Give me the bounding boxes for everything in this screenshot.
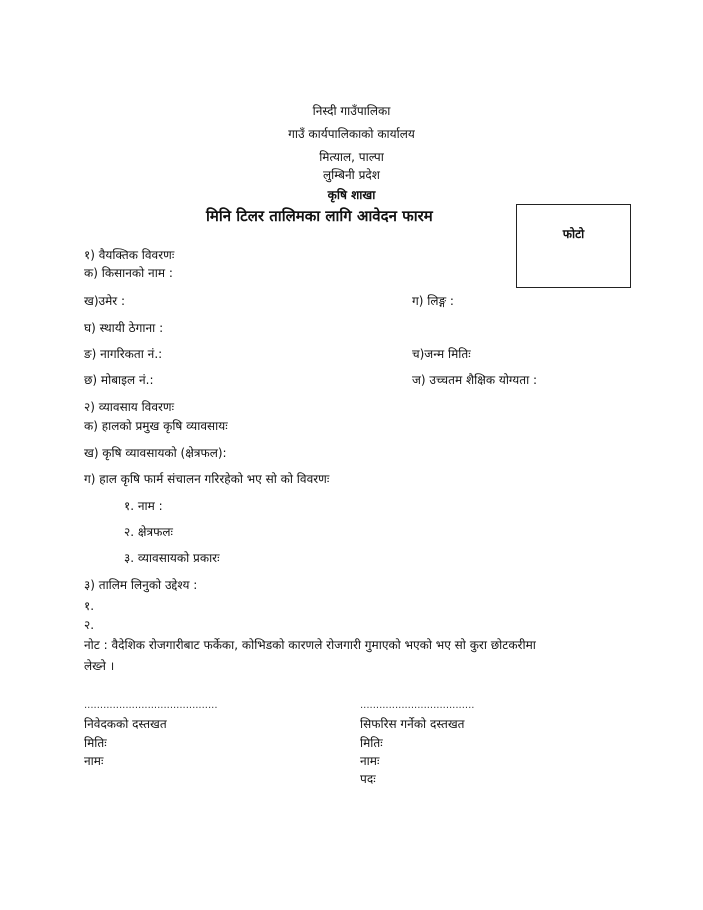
applicant-name-label: नामः xyxy=(84,754,104,768)
office-province: लुम्बिनी प्रदेश xyxy=(323,168,380,182)
farm-area-label: २. क्षेत्रफलः xyxy=(124,525,173,539)
recommender-date-label: मितिः xyxy=(360,736,383,750)
area-label: ख) कृषि व्यावसायको (क्षेत्रफल): xyxy=(84,446,227,460)
age-label: ख)उमेर : xyxy=(84,294,126,308)
recommender-post-label: पदः xyxy=(360,772,376,786)
photo-label: फोटो xyxy=(562,227,585,241)
applicant-signature-line: .......................................... xyxy=(84,700,218,711)
main-business-label: क) हालको प्रमुख कृषि व्यावसायः xyxy=(84,419,228,433)
mobile-label: छ) मोबाइल नं.: xyxy=(84,373,154,387)
office-address: मित्याल, पाल्पा xyxy=(319,150,384,164)
recommender-name-label: नामः xyxy=(360,754,380,768)
note-line-1: नोट : वैदेशिक रोजगारीबाट फर्केका, कोभिडको कारणले रोजगारी गुमाएको भएको भए सो कुरा छोटकरीमा xyxy=(84,638,536,652)
photo-box xyxy=(516,204,631,288)
farm-details-label: ग) हाल कृषि फार्म संचालन गरिरहेको भए सो को विवरणः xyxy=(84,472,330,486)
purpose-item-2: २. xyxy=(84,618,95,632)
farmer-name-label: क) किसानको नाम : xyxy=(84,266,173,280)
dob-label: च)जन्म मितिः xyxy=(412,347,471,361)
form-title: मिनि टिलर तालिमका लागि आवेदन फारम xyxy=(206,207,433,225)
farm-type-label: ३. व्यावसायको प्रकारः xyxy=(124,551,220,565)
recommender-signature-label: सिफरिस गर्नेको दस्तखत xyxy=(360,717,465,731)
applicant-signature-label: निवेदकको दस्तखत xyxy=(84,717,167,731)
section1-heading: १) वैयक्तिक विवरणः xyxy=(84,248,175,262)
applicant-date-label: मितिः xyxy=(84,736,107,750)
address-label: घ) स्थायी ठेगाना : xyxy=(84,321,164,335)
purpose-item-1: १. xyxy=(84,599,95,613)
office-name: निस्दी गाउँपालिका xyxy=(312,104,391,118)
farm-name-label: १. नाम : xyxy=(124,499,163,513)
section2-heading: २) व्यावसाय विवरणः xyxy=(84,400,175,414)
citizenship-label: ङ) नागरिकता नं.: xyxy=(84,347,163,361)
note-line-2: लेख्ने । xyxy=(84,659,115,673)
office-subtitle: गाउँ कार्यपालिकाको कार्यालय xyxy=(288,127,415,141)
education-label: ज) उच्चतम शैक्षिक योग्यता : xyxy=(412,373,538,387)
branch-name: कृषि शाखा xyxy=(327,188,376,202)
gender-label: ग) लिङ्ग : xyxy=(412,294,454,308)
section3-heading: ३) तालिम लिनुको उद्देश्य : xyxy=(84,578,198,592)
recommender-signature-line: .................................... xyxy=(360,700,475,711)
